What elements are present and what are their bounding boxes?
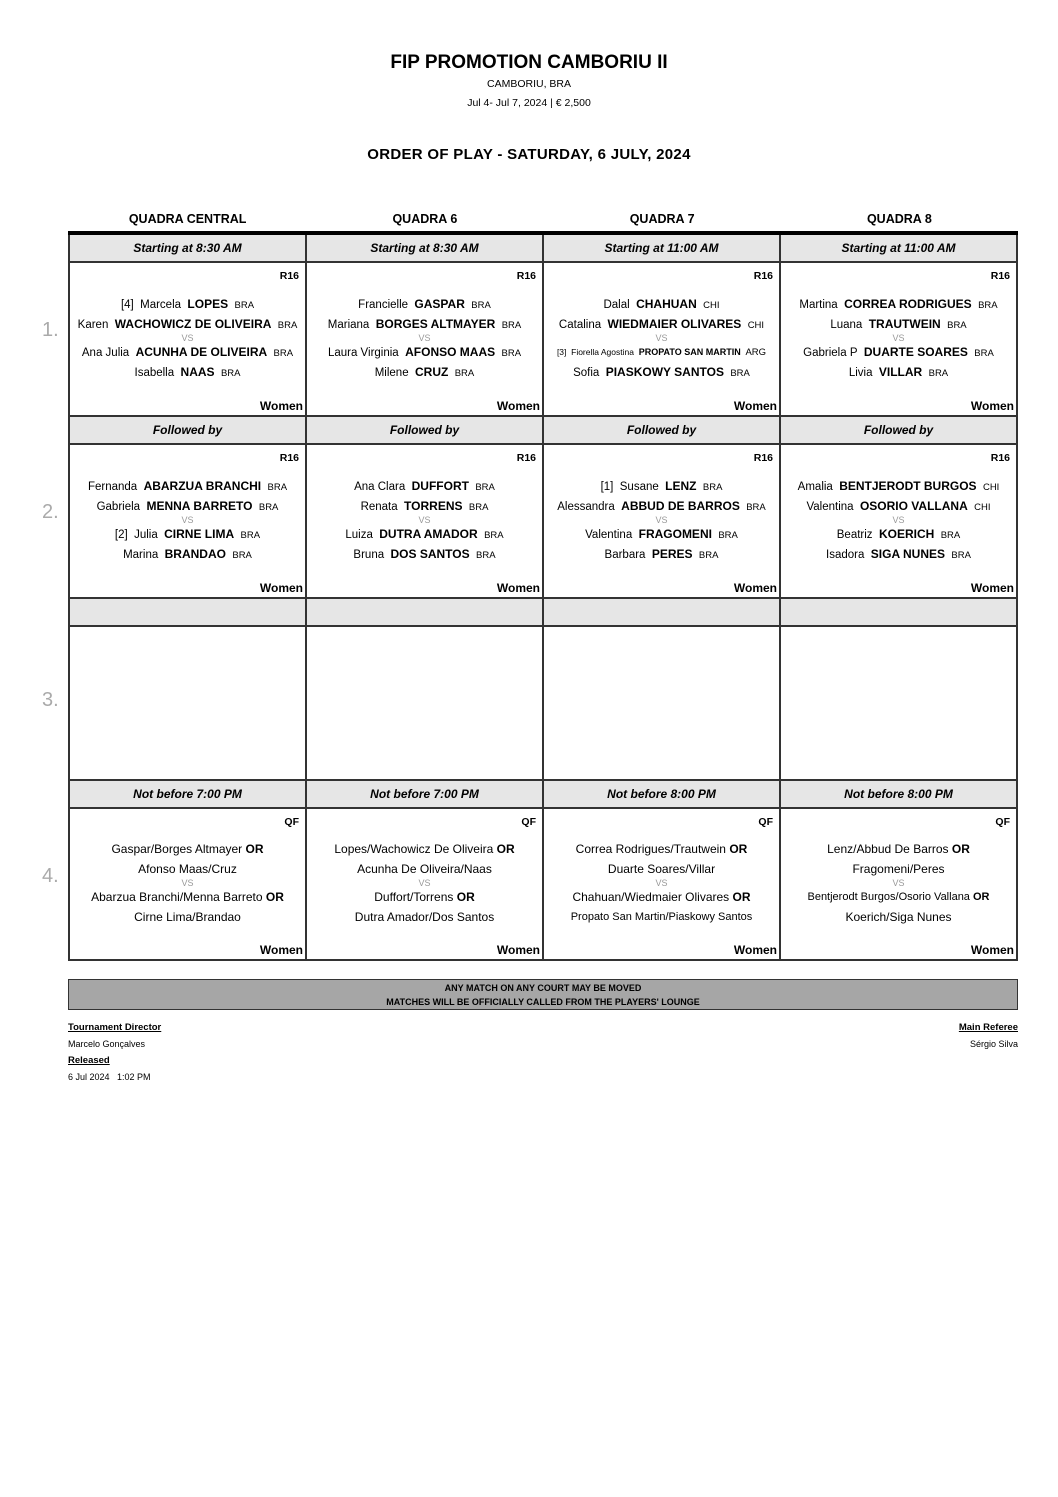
player-first-name: Dalal	[603, 299, 630, 311]
player-last-name: LENZ	[665, 479, 697, 493]
time-band-row	[68, 781, 1018, 809]
player-last-name: ABBUD DE BARROS	[621, 499, 740, 513]
round-label: R16	[753, 270, 773, 282]
player-first-name: Martina	[799, 299, 838, 311]
player-last-name: TORRENS	[404, 499, 463, 513]
match-cell[interactable]	[779, 263, 1018, 417]
player-first-name: Fernanda	[87, 481, 138, 493]
player-first-name: Isadora	[826, 549, 865, 561]
player	[307, 544, 542, 564]
player	[781, 294, 1016, 314]
round-label: R16	[279, 452, 299, 464]
player-first-name: Alessandra	[557, 501, 615, 513]
player	[307, 294, 542, 314]
player-first-name: Mariana	[327, 319, 370, 331]
time-band: Starting at 8:30 AM	[305, 235, 542, 263]
match-cell[interactable]	[779, 445, 1018, 599]
player-nationality: BRA	[232, 550, 252, 561]
round-label: R16	[990, 452, 1010, 464]
match-cell[interactable]	[542, 263, 779, 417]
category-label: Women	[496, 943, 540, 957]
player-seed: [1]	[600, 481, 614, 493]
team-names: Abarzua Branchi/Menna Barreto	[91, 890, 263, 904]
players-block	[544, 476, 779, 564]
time-band: Not before 8:00 PM	[542, 781, 779, 809]
time-band-row	[68, 599, 1018, 627]
players-block	[307, 294, 542, 382]
player	[781, 342, 1016, 362]
player	[70, 342, 305, 362]
time-band	[542, 599, 779, 627]
court-header: QUADRA CENTRAL	[128, 212, 247, 226]
player-nationality: CHI	[703, 300, 720, 311]
player	[781, 544, 1016, 564]
player-last-name: WIEDMAIER OLIVARES	[607, 317, 742, 331]
team-option	[781, 859, 1016, 879]
player-nationality: BRA	[940, 530, 961, 541]
player-last-name: CRUZ	[415, 365, 449, 379]
team-names: Fragomeni/Peres	[852, 862, 945, 876]
player-first-name: Gabriela P	[803, 347, 858, 359]
court-headers	[69, 212, 1018, 226]
notice-banner	[68, 979, 1018, 1010]
match-cell[interactable]	[305, 809, 542, 961]
match-cell[interactable]	[68, 263, 305, 417]
notice-line: MATCHES WILL BE OFFICIALLY CALLED FROM THE PLAYERS' LOUNGE	[386, 997, 700, 1007]
player	[307, 314, 542, 334]
player	[781, 314, 1016, 334]
player-nationality: BRA	[240, 530, 261, 541]
team-option	[70, 859, 305, 879]
team-names: Chahuan/Wiedmaier Olivares	[572, 890, 730, 904]
player-nationality: BRA	[220, 368, 241, 379]
player-first-name: Fiorella Agostina	[571, 347, 634, 357]
team-names: Cirne Lima/Brandao	[134, 910, 241, 924]
player	[544, 496, 779, 516]
player-first-name: Beatriz	[836, 529, 873, 541]
or-label: OR	[496, 842, 515, 856]
row-number: 3.	[42, 689, 59, 711]
time-band: Not before 7:00 PM	[68, 781, 305, 809]
referee-label: Main Referee	[958, 1022, 1018, 1033]
player	[781, 524, 1016, 544]
time-band	[779, 599, 1018, 627]
player	[307, 496, 542, 516]
or-label: OR	[729, 842, 748, 856]
team-names: Bentjerodt Burgos/Osorio Vallana	[807, 891, 970, 903]
order-of-play-heading: ORDER OF PLAY - SATURDAY, 6 JULY, 2024	[367, 146, 691, 163]
player	[307, 476, 542, 496]
or-label: OR	[245, 842, 264, 856]
match-cell[interactable]	[305, 445, 542, 599]
round-label: QF	[521, 816, 536, 828]
player-first-name: Ana Julia	[81, 347, 130, 359]
team-names: Gaspar/Borges Altmayer	[111, 842, 243, 856]
row-number: 4.	[42, 865, 59, 887]
team-option	[544, 839, 779, 859]
player	[544, 476, 779, 496]
row-number: 1.	[42, 319, 59, 341]
team-names: Correa Rodrigues/Trautwein	[575, 842, 726, 856]
player-last-name: DUARTE SOARES	[863, 345, 968, 359]
match-row	[42, 445, 1018, 599]
time-band: Followed by	[305, 417, 542, 445]
player-nationality: BRA	[273, 348, 294, 359]
player-nationality: CHI	[982, 482, 1000, 493]
player-last-name: AFONSO MAAS	[405, 345, 496, 359]
players-block	[544, 839, 779, 927]
notice-line: ANY MATCH ON ANY COURT MAY BE MOVED	[444, 983, 642, 993]
time-band	[68, 599, 305, 627]
player	[70, 544, 305, 564]
player-last-name: SIGA NUNES	[870, 547, 946, 561]
team-names: Propato San Martin/Piaskowy Santos	[570, 911, 753, 923]
time-band-row	[68, 417, 1018, 445]
court-header: QUADRA 8	[866, 212, 932, 226]
row-number: 2.	[42, 501, 59, 523]
team-names: Koerich/Siga Nunes	[845, 910, 952, 924]
player-last-name: CHAHUAN	[636, 297, 697, 311]
round-label: R16	[279, 270, 299, 282]
category-label: Women	[970, 943, 1014, 957]
vs-label: VS	[418, 333, 431, 343]
player-last-name: TRAUTWEIN	[868, 317, 941, 331]
team-names: Lopes/Wachowicz De Oliveira	[334, 842, 494, 856]
player-first-name: Amalia	[797, 481, 833, 493]
match-cell[interactable]	[68, 809, 305, 961]
player-nationality: ARG	[745, 347, 767, 358]
player-nationality: BRA	[476, 550, 496, 561]
player-first-name: Laura Virginia	[327, 347, 399, 359]
player-last-name: NAAS	[180, 365, 215, 379]
team-names: Duffort/Torrens	[374, 890, 454, 904]
player-first-name: Bruna	[353, 549, 385, 561]
player-last-name: PROPATO SAN MARTIN	[638, 347, 741, 357]
tournament-dates: Jul 4- Jul 7, 2024 | € 2,500	[467, 97, 591, 109]
players-block	[781, 839, 1016, 927]
team-names: Dutra Amador/Dos Santos	[354, 910, 495, 924]
referee-name: Sérgio Silva	[969, 1039, 1018, 1049]
player-nationality: BRA	[475, 482, 495, 493]
round-label: R16	[990, 270, 1010, 282]
player-nationality: BRA	[702, 482, 723, 493]
category-label: Women	[733, 581, 777, 595]
category-label: Women	[259, 399, 303, 413]
player	[544, 524, 779, 544]
player	[70, 496, 305, 516]
player-last-name: BENTJERODT BURGOS	[839, 479, 977, 493]
vs-label: VS	[655, 333, 668, 343]
time-band: Starting at 11:00 AM	[542, 235, 779, 263]
player	[70, 362, 305, 382]
team-option	[544, 859, 779, 879]
team-names: Acunha De Oliveira/Naas	[357, 862, 492, 876]
player-last-name: WACHOWICZ DE OLIVEIRA	[114, 317, 272, 331]
player-nationality: BRA	[501, 348, 522, 359]
schedule-grid	[42, 231, 1018, 961]
match-cell[interactable]	[542, 809, 779, 961]
team-option	[307, 859, 542, 879]
player-first-name: Sofia	[573, 367, 600, 379]
player-last-name: PIASKOWY SANTOS	[605, 365, 724, 379]
players-block	[544, 294, 779, 382]
time-band: Starting at 11:00 AM	[779, 235, 1018, 263]
match-cell[interactable]	[779, 809, 1018, 961]
player	[781, 362, 1016, 382]
player-nationality: BRA	[951, 550, 971, 561]
empty-slot	[542, 627, 779, 781]
team-option	[70, 839, 305, 859]
category-label: Women	[733, 399, 777, 413]
team-option	[544, 907, 779, 927]
time-band-row	[68, 235, 1018, 263]
time-band: Followed by	[779, 417, 1018, 445]
player-first-name: Luana	[830, 319, 863, 331]
player-first-name: Barbara	[604, 549, 646, 561]
player-nationality: BRA	[698, 550, 719, 561]
player-nationality: BRA	[277, 320, 298, 331]
player-last-name: CIRNE LIMA	[164, 527, 235, 541]
vs-label: VS	[655, 878, 668, 888]
player-first-name: Valentina	[806, 501, 854, 513]
category-label: Women	[970, 399, 1014, 413]
player-first-name: Julia	[134, 529, 158, 541]
player-nationality: CHI	[974, 502, 991, 513]
players-block	[70, 294, 305, 382]
player	[544, 342, 779, 362]
player-first-name: Milene	[374, 367, 409, 379]
vs-label: VS	[181, 878, 194, 888]
player-nationality: BRA	[947, 320, 967, 331]
player-last-name: BORGES ALTMAYER	[375, 317, 496, 331]
round-label: R16	[516, 452, 536, 464]
or-label: OR	[456, 890, 475, 904]
player-first-name: Valentina	[585, 529, 633, 541]
player-last-name: KOERICH	[878, 527, 935, 541]
time-band: Not before 7:00 PM	[305, 781, 542, 809]
player	[544, 314, 779, 334]
director-label: Tournament Director	[68, 1022, 162, 1033]
team-option	[781, 887, 1016, 907]
team-option	[70, 887, 305, 907]
player	[781, 496, 1016, 516]
player-first-name: Catalina	[558, 319, 602, 331]
category-label: Women	[259, 581, 303, 595]
vs-label: VS	[892, 333, 905, 343]
vs-label: VS	[181, 333, 194, 343]
player-nationality: BRA	[471, 300, 491, 311]
player-last-name: VILLAR	[878, 365, 923, 379]
category-label: Women	[496, 399, 540, 413]
match-cell[interactable]	[542, 445, 779, 599]
player-first-name: Gabriela	[96, 501, 141, 513]
player	[70, 524, 305, 544]
player	[781, 476, 1016, 496]
player-first-name: Susane	[619, 481, 659, 493]
player-last-name: MENNA BARRETO	[146, 499, 253, 513]
or-label: OR	[265, 890, 284, 904]
team-names: Afonso Maas/Cruz	[138, 862, 237, 876]
player-seed: [4]	[120, 299, 134, 311]
round-label: QF	[758, 816, 773, 828]
round-label: QF	[284, 816, 299, 828]
or-label: OR	[732, 890, 751, 904]
team-names: Lenz/Abbud De Barros	[827, 842, 949, 856]
players-block	[781, 476, 1016, 564]
player-nationality: BRA	[730, 368, 750, 379]
court-header: QUADRA 6	[392, 212, 458, 226]
vs-label: VS	[418, 515, 431, 525]
team-names: Duarte Soares/Villar	[607, 862, 716, 876]
player-nationality: BRA	[468, 502, 489, 513]
player-first-name: Livia	[848, 367, 873, 379]
team-option	[70, 907, 305, 927]
player-last-name: ABARZUA BRANCHI	[143, 479, 262, 493]
player-first-name: Isabella	[134, 367, 175, 379]
team-option	[307, 839, 542, 859]
player-nationality: BRA	[718, 530, 738, 541]
player-first-name: Ana Clara	[354, 481, 406, 493]
match-row	[42, 263, 1018, 417]
or-label: OR	[973, 891, 990, 903]
player-last-name: CORREA RODRIGUES	[844, 297, 972, 311]
players-block	[70, 839, 305, 927]
released-value: 6 Jul 2024 1:02 PM	[68, 1072, 151, 1082]
category-label: Women	[733, 943, 777, 957]
round-label: R16	[516, 270, 536, 282]
player-nationality: BRA	[928, 368, 949, 379]
team-option	[781, 839, 1016, 859]
player-last-name: BRANDAO	[164, 547, 226, 561]
player-last-name: DUTRA AMADOR	[379, 527, 478, 541]
player-nationality: BRA	[258, 502, 279, 513]
player	[70, 476, 305, 496]
match-row	[42, 627, 1018, 781]
player-seed: [3]	[556, 347, 567, 357]
empty-slot	[68, 627, 305, 781]
player-nationality: BRA	[454, 368, 475, 379]
time-band: Followed by	[542, 417, 779, 445]
match-cell[interactable]	[68, 445, 305, 599]
vs-label: VS	[892, 515, 905, 525]
player-first-name: Marina	[123, 549, 159, 561]
player	[307, 524, 542, 544]
players-block	[307, 839, 542, 927]
player	[70, 314, 305, 334]
players-block	[307, 476, 542, 564]
time-band: Followed by	[68, 417, 305, 445]
vs-label: VS	[181, 515, 194, 525]
team-option	[307, 907, 542, 927]
player-first-name: Marcela	[140, 299, 182, 311]
released-label: Released	[68, 1055, 110, 1066]
director-name: Marcelo Gonçalves	[68, 1039, 146, 1049]
tournament-title: FIP PROMOTION CAMBORIU II	[390, 52, 668, 73]
empty-slot	[305, 627, 542, 781]
player-nationality: BRA	[501, 320, 522, 331]
player-first-name: Renata	[360, 501, 398, 513]
vs-label: VS	[892, 878, 905, 888]
match-cell[interactable]	[305, 263, 542, 417]
player-nationality: BRA	[234, 300, 255, 311]
player	[544, 362, 779, 382]
player-seed: [2]	[114, 529, 128, 541]
player	[544, 544, 779, 564]
player-nationality: BRA	[267, 482, 288, 493]
team-option	[544, 887, 779, 907]
team-option	[781, 907, 1016, 927]
player-last-name: DUFFORT	[411, 479, 469, 493]
player-last-name: FRAGOMENI	[638, 527, 712, 541]
vs-label: VS	[655, 515, 668, 525]
player-last-name: OSORIO VALLANA	[859, 499, 968, 513]
category-label: Women	[970, 581, 1014, 595]
player-last-name: ACUNHA DE OLIVEIRA	[135, 345, 268, 359]
player-nationality: BRA	[484, 530, 504, 541]
player	[307, 362, 542, 382]
player-first-name: Karen	[77, 319, 109, 331]
player-nationality: BRA	[974, 348, 994, 359]
player-last-name: LOPES	[187, 297, 229, 311]
category-label: Women	[496, 581, 540, 595]
player	[544, 294, 779, 314]
player-nationality: BRA	[746, 502, 766, 513]
team-option	[307, 887, 542, 907]
player-first-name: Francielle	[358, 299, 409, 311]
time-band	[305, 599, 542, 627]
player-first-name: Luiza	[345, 529, 373, 541]
court-header: QUADRA 7	[629, 212, 695, 226]
time-band: Starting at 8:30 AM	[68, 235, 305, 263]
or-label: OR	[951, 842, 970, 856]
time-band: Not before 8:00 PM	[779, 781, 1018, 809]
players-block	[70, 476, 305, 564]
player-last-name: PERES	[651, 547, 693, 561]
player	[70, 294, 305, 314]
player-nationality: BRA	[978, 300, 998, 311]
empty-slot	[779, 627, 1018, 781]
match-row	[42, 809, 1018, 961]
players-block	[781, 294, 1016, 382]
category-label: Women	[259, 943, 303, 957]
round-label: R16	[753, 452, 773, 464]
player-last-name: GASPAR	[414, 297, 465, 311]
vs-label: VS	[418, 878, 431, 888]
player	[307, 342, 542, 362]
round-label: QF	[995, 816, 1010, 828]
player-nationality: CHI	[747, 320, 765, 331]
player-last-name: DOS SANTOS	[390, 547, 470, 561]
tournament-location: CAMBORIU, BRA	[486, 78, 571, 90]
